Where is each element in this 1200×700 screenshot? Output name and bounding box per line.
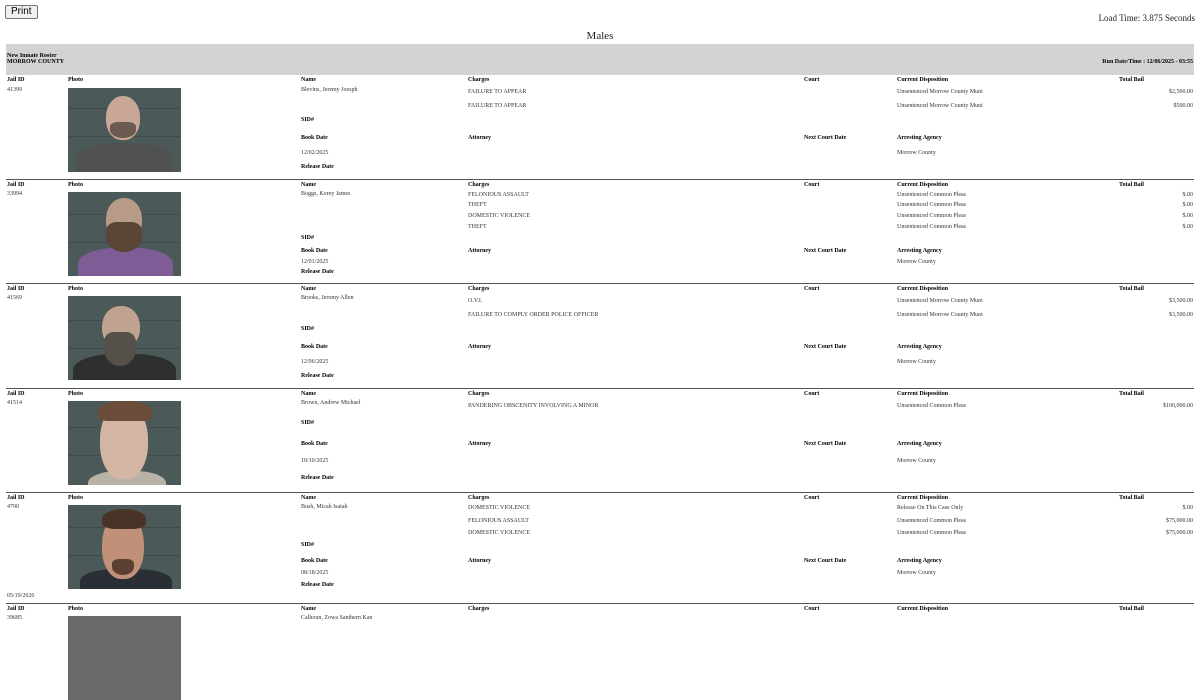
- mugshot-photo: [68, 616, 181, 700]
- bail-amount: $.00: [1182, 213, 1193, 219]
- release-date-label: Release Date: [301, 164, 334, 170]
- roster-banner: [6, 44, 1194, 75]
- arresting-agency-label: Arresting Agency: [897, 248, 942, 254]
- jail-id-label: Jail ID: [7, 391, 25, 397]
- roster-title: New Inmate Roster: [7, 53, 57, 59]
- bail-amount: $.00: [1182, 224, 1193, 230]
- total-bail-label: Total Bail: [1119, 391, 1144, 397]
- next-court-date-label: Next Court Date: [804, 344, 847, 350]
- mugshot-photo: [68, 88, 181, 172]
- inmate-record: [6, 285, 1194, 389]
- arresting-agency-value: Morrow County: [897, 259, 936, 265]
- sid-label: SID#: [301, 326, 315, 332]
- charge-item: FAILURE TO COMPLY ORDER POLICE OFFICER: [468, 312, 599, 318]
- bail-amount: $2,500.00: [1169, 89, 1193, 95]
- jail-id-label: Jail ID: [7, 606, 25, 612]
- sid-label: SID#: [301, 420, 315, 426]
- mugshot-photo: [68, 296, 181, 380]
- inmate-record: [6, 181, 1194, 284]
- court-label: Court: [804, 77, 820, 83]
- total-bail-label: Total Bail: [1119, 606, 1144, 612]
- disposition-item: Release On This Case Only: [897, 505, 964, 511]
- mugshot-photo: [68, 192, 181, 276]
- release-date-label: Release Date: [301, 582, 334, 588]
- name-label: Name: [301, 391, 316, 397]
- jail-id-value: 39685: [7, 615, 22, 621]
- charge-item: FELONIOUS ASSAULT: [468, 518, 529, 524]
- attorney-label: Attorney: [468, 558, 491, 564]
- disposition-label: Current Disposition: [897, 182, 949, 188]
- charge-item: DOMESTIC VIOLENCE: [468, 213, 531, 219]
- disposition-label: Current Disposition: [897, 77, 949, 83]
- county-name: MORROW COUNTY: [7, 59, 65, 65]
- jail-id-value: 41399: [7, 87, 22, 93]
- book-date-value: 08/18/2025: [301, 570, 329, 576]
- disposition-item: Unsentenced Common Pleas: [897, 530, 966, 536]
- book-date-label: Book Date: [301, 135, 328, 141]
- disposition-item: Unsentenced Morrow County Muni: [897, 89, 983, 95]
- bail-amount: $75,000.00: [1166, 518, 1193, 524]
- charges-label: Charges: [468, 286, 490, 292]
- bail-amount: $500.00: [1173, 103, 1193, 109]
- charges-label: Charges: [468, 495, 490, 501]
- charge-item: FAILURE TO APPEAR: [468, 103, 527, 109]
- book-date-label: Book Date: [301, 344, 328, 350]
- book-date-value: 12/02/2025: [301, 150, 329, 156]
- jail-id-value: 41569: [7, 295, 22, 301]
- charges-label: Charges: [468, 391, 490, 397]
- jail-id-label: Jail ID: [7, 495, 25, 501]
- sid-label: SID#: [301, 117, 315, 123]
- total-bail-label: Total Bail: [1119, 77, 1144, 83]
- charge-item: FELONIOUS ASSAULT: [468, 192, 529, 198]
- photo-label: Photo: [68, 286, 83, 292]
- mugshot-photo: [68, 505, 181, 589]
- disposition-item: Unsentenced Common Pleas: [897, 202, 966, 208]
- disposition-item: Unsentenced Morrow County Muni: [897, 312, 983, 318]
- charge-item: DOMESTIC VIOLENCE: [468, 505, 531, 511]
- bail-amount: $.00: [1182, 202, 1193, 208]
- jail-id-label: Jail ID: [7, 286, 25, 292]
- bail-amount: $3,500.00: [1169, 312, 1193, 318]
- inmate-record: [6, 494, 1194, 604]
- charges-label: Charges: [468, 606, 490, 612]
- photo-label: Photo: [68, 606, 83, 612]
- book-date-label: Book Date: [301, 248, 328, 254]
- name-label: Name: [301, 286, 316, 292]
- inmate-name: Brooks, Jeromy Allen: [301, 295, 354, 301]
- disposition-label: Current Disposition: [897, 495, 949, 501]
- court-label: Court: [804, 182, 820, 188]
- disposition-item: Unsentenced Common Pleas: [897, 224, 966, 230]
- next-court-date-label: Next Court Date: [804, 441, 847, 447]
- sid-label: SID#: [301, 542, 315, 548]
- photo-label: Photo: [68, 182, 83, 188]
- arresting-agency-label: Arresting Agency: [897, 135, 942, 141]
- jail-id-value: 4790: [7, 504, 19, 510]
- inmate-name: Brown, Andrew Michael: [301, 400, 361, 406]
- disposition-item: Unsentenced Morrow County Muni: [897, 103, 983, 109]
- attorney-label: Attorney: [468, 441, 491, 447]
- attorney-label: Attorney: [468, 248, 491, 254]
- book-date-label: Book Date: [301, 441, 328, 447]
- disposition-label: Current Disposition: [897, 606, 949, 612]
- release-date-label: Release Date: [301, 475, 334, 481]
- book-date-value: 12/01/2025: [301, 259, 329, 265]
- jail-id-label: Jail ID: [7, 182, 25, 188]
- load-time: Load Time: 3.875 Seconds: [1098, 13, 1195, 23]
- page-title: Males: [586, 30, 614, 42]
- disposition-label: Current Disposition: [897, 286, 949, 292]
- inmate-name: Bush, Micah Isaiah: [301, 504, 348, 510]
- inmate-name: Blevins, Jeremy Joesph: [301, 87, 358, 93]
- photo-label: Photo: [68, 77, 83, 83]
- total-bail-label: Total Bail: [1119, 495, 1144, 501]
- charges-label: Charges: [468, 182, 490, 188]
- run-datetime: Run Date/Time : 12/06/2025 - 03:55: [1102, 59, 1193, 65]
- attorney-label: Attorney: [468, 135, 491, 141]
- bail-amount: $.00: [1182, 192, 1193, 198]
- charges-label: Charges: [468, 77, 490, 83]
- arresting-agency-value: Morrow County: [897, 359, 936, 365]
- next-court-date-label: Next Court Date: [804, 558, 847, 564]
- sid-label: SID#: [301, 235, 315, 241]
- jail-id-value: 41514: [7, 400, 22, 406]
- disposition-item: Unsentenced Common Pleas: [897, 403, 966, 409]
- charge-item: DOMESTIC VIOLENCE: [468, 530, 531, 536]
- print-button[interactable]: Print: [5, 5, 38, 19]
- photo-label: Photo: [68, 495, 83, 501]
- jail-id-label: Jail ID: [7, 77, 25, 83]
- arresting-agency-label: Arresting Agency: [897, 558, 942, 564]
- book-date-value: 10/10/2025: [301, 458, 329, 464]
- arresting-agency-value: Morrow County: [897, 570, 936, 576]
- name-label: Name: [301, 606, 316, 612]
- arresting-agency-label: Arresting Agency: [897, 441, 942, 447]
- name-label: Name: [301, 495, 316, 501]
- bail-amount: $75,000.00: [1166, 530, 1193, 536]
- court-label: Court: [804, 391, 820, 397]
- arresting-agency-value: Morrow County: [897, 150, 936, 156]
- court-label: Court: [804, 606, 820, 612]
- court-label: Court: [804, 495, 820, 501]
- charge-item: FAILURE TO APPEAR: [468, 89, 527, 95]
- next-court-date-label: Next Court Date: [804, 135, 847, 141]
- total-bail-label: Total Bail: [1119, 286, 1144, 292]
- charge-item: THEFT: [468, 202, 487, 208]
- book-date-label: Book Date: [301, 558, 328, 564]
- bail-amount: $100,000.00: [1163, 403, 1193, 409]
- jail-id-value: 33994: [7, 191, 22, 197]
- disposition-item: Unsentenced Morrow County Muni: [897, 298, 983, 304]
- charge-item: O.V.I.: [468, 298, 483, 304]
- release-date-label: Release Date: [301, 373, 334, 379]
- charge-item: PANDERING OBSCENITY INVOLVING A MINOR: [468, 403, 599, 409]
- arresting-agency-value: Morrow County: [897, 458, 936, 464]
- disposition-label: Current Disposition: [897, 391, 949, 397]
- photo-label: Photo: [68, 391, 83, 397]
- disposition-item: Unsentenced Common Pleas: [897, 213, 966, 219]
- inmate-record: [6, 76, 1194, 180]
- arresting-agency-label: Arresting Agency: [897, 344, 942, 350]
- release-date-label: Release Date: [301, 269, 334, 275]
- total-bail-label: Total Bail: [1119, 182, 1144, 188]
- inmate-name: Calhoun, Zowa Santhern Kan: [301, 615, 373, 621]
- name-label: Name: [301, 77, 316, 83]
- disposition-item: Unsentenced Common Pleas: [897, 518, 966, 524]
- inmate-name: Boggs, Korey James: [301, 191, 351, 197]
- inmate-record: [6, 390, 1194, 493]
- court-label: Court: [804, 286, 820, 292]
- attorney-label: Attorney: [468, 344, 491, 350]
- bail-amount: $3,500.00: [1169, 298, 1193, 304]
- mugshot-photo: [68, 401, 181, 485]
- charge-item: THEFT: [468, 224, 487, 230]
- bail-amount: $.00: [1182, 505, 1193, 511]
- inmate-record: [6, 605, 1194, 645]
- disposition-item: Unsentenced Common Pleas: [897, 192, 966, 198]
- book-date-value: 12/06/2025: [301, 359, 329, 365]
- next-court-date-label: Next Court Date: [804, 248, 847, 254]
- name-label: Name: [301, 182, 316, 188]
- release-date-value: 05/19/2026: [7, 593, 35, 599]
